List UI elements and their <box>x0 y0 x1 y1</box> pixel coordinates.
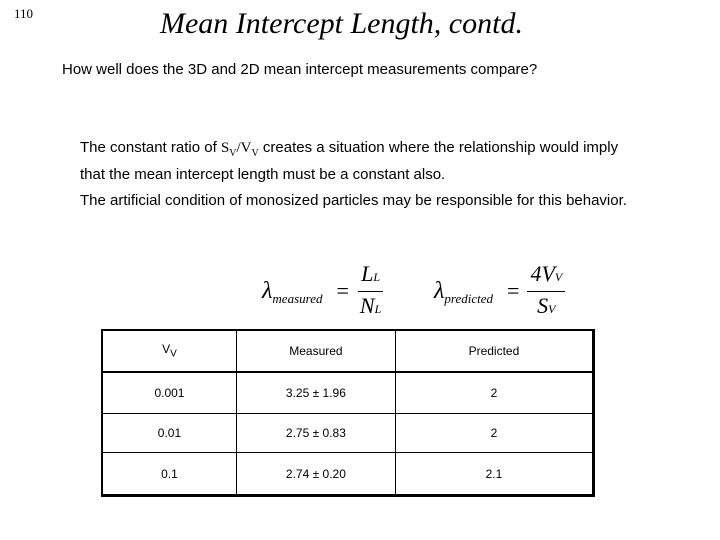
formula-measured <box>262 259 384 323</box>
cell-vv: 0.01 <box>102 413 236 453</box>
cell-vv: 0.1 <box>102 453 236 496</box>
cell-predicted: 2 <box>395 413 593 453</box>
cell-predicted: 2.1 <box>395 453 593 496</box>
header-vv: $V_V$ <box>102 330 236 372</box>
table-row <box>102 372 594 413</box>
paragraph-constant-ratio <box>80 137 640 185</box>
table-header-row <box>102 330 594 372</box>
equals-sign: = <box>507 278 520 303</box>
table-row <box>102 413 594 453</box>
results-table <box>101 329 595 497</box>
sv-symbol: $S_V/V_V$ <box>220 140 259 159</box>
fraction-numerator: 4VV <box>527 261 565 292</box>
fraction-denominator: NL <box>359 292 382 318</box>
question-text: How well does the 3D and 2D mean intercept measurements compare? <box>62 61 538 78</box>
paragraph-prefix: The constant ratio of <box>80 139 221 156</box>
lambda-subscript-measured: measured <box>272 291 323 306</box>
fraction-denominator: SV <box>537 292 556 318</box>
lambda-subscript-predicted: predicted <box>444 291 494 306</box>
cell-measured: 2.74 ± 0.20 <box>236 453 395 496</box>
equals-sign: = <box>336 278 349 303</box>
lambda-symbol: λ <box>262 277 273 304</box>
cell-measured: 2.75 ± 0.83 <box>236 413 395 453</box>
fraction-numerator: LL <box>358 261 383 292</box>
paragraph-monosized: The artificial condition of monosized particles may be responsible for this behavior. <box>80 192 627 209</box>
slide-title: Mean Intercept Length, contd. <box>160 7 523 40</box>
header-predicted: Predicted <box>395 330 593 372</box>
table-row <box>102 453 594 496</box>
paragraph-suffix: creates a situation where the relationship would imply that the mean intercept length must be a constant also. <box>80 139 619 183</box>
slide-number: 110 <box>14 6 34 21</box>
formula <box>262 259 572 323</box>
fraction-predicted <box>527 261 565 322</box>
fraction-measured <box>357 261 384 322</box>
header-measured: Measured <box>236 330 395 372</box>
cell-measured: 3.25 ± 1.96 <box>236 372 395 413</box>
cell-vv: 0.001 <box>102 372 236 413</box>
cell-predicted: 2 <box>395 372 593 413</box>
formula-predicted <box>434 259 565 323</box>
lambda-symbol: λ <box>434 277 445 304</box>
